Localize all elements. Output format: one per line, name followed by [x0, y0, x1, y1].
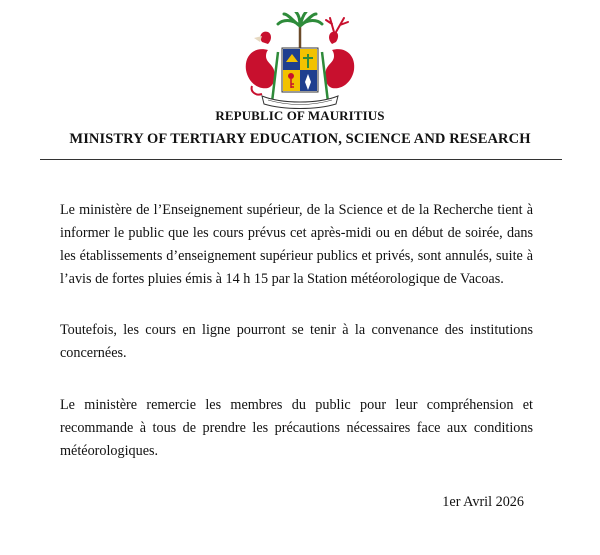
- paragraph-announcement: Le ministère de l’Enseignement supérieur, de la Science et de la Recherche tient à informer le public que les cours prévus cet après-midi ou en début de soirée, dans les établissements d’enseignement supérieur publics et privés, sont annulés, suite à l’avis de fortes pluies émis à 14 h 15 par la Station météorologique de Vacoas.: [60, 202, 533, 287]
- paragraph-online-classes: Toutefois, les cours en ligne pourront se tenir à la convenance des institutions concernées.: [60, 322, 533, 361]
- republic-title: REPUBLIC OF MAURITIUS: [215, 108, 385, 123]
- coat-of-arms-emblem: [232, 12, 368, 114]
- paragraph-thanks: Le ministère remercie les membres du public pour leur compréhension et recommande à tous de prendre les précautions nécessaires face aux conditions météorologiques.: [60, 397, 533, 459]
- header-divider: [40, 159, 562, 160]
- document-date: 1er Avril 2026: [442, 494, 524, 510]
- ministry-title: MINISTRY OF TERTIARY EDUCATION, SCIENCE AND RESEARCH: [69, 131, 531, 147]
